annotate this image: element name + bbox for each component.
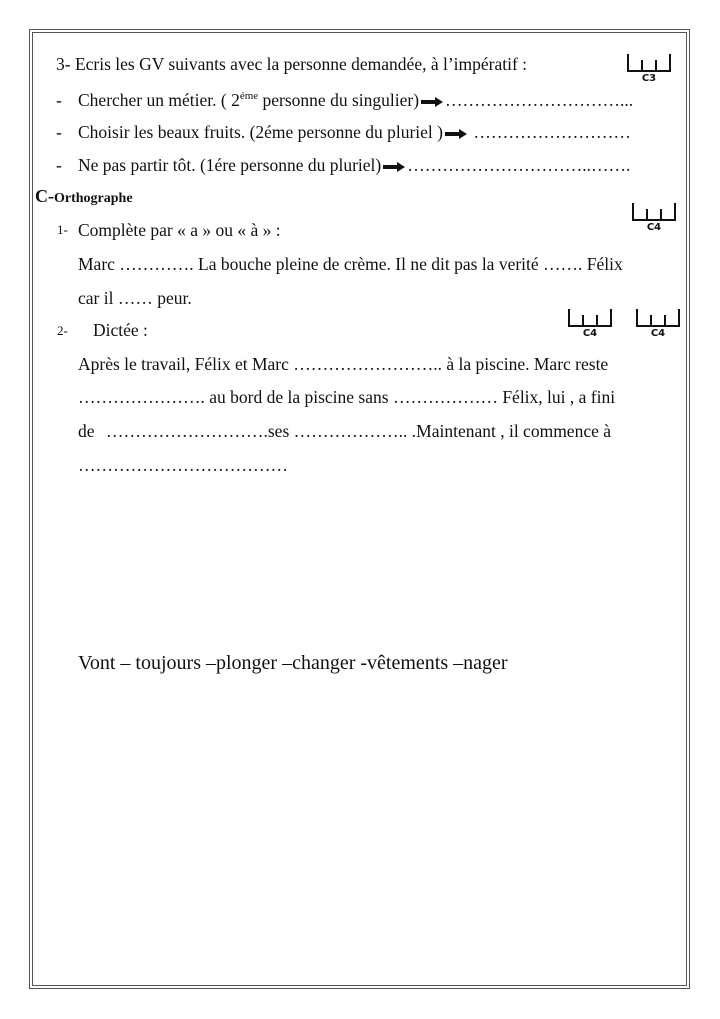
section3-number: 3- — [56, 54, 71, 74]
section-c-title: Orthographe — [54, 191, 133, 206]
item3-dots: …………………………..……. — [407, 155, 631, 175]
item3-line — [78, 155, 630, 175]
item1-superscript: éme — [239, 90, 259, 103]
section3-instruction: Ecris les GV suivants avec la personne demandée, à l’impératif : — [74, 54, 528, 74]
item1-text-b: personne du singulier) — [258, 90, 420, 110]
item1-line — [78, 90, 633, 110]
item2-dots: ……………………… — [468, 122, 631, 142]
q1-text-line-1: Marc …………. La bouche pleine de crème. Il ne dit pas la verité ……. Félix — [78, 254, 623, 274]
q2-instruction: Dictée : — [93, 320, 148, 340]
section3-instruction-line — [56, 54, 527, 74]
q2-text-line-3a: de — [78, 421, 95, 441]
score-box-c4-q1 — [632, 201, 676, 233]
arrow-icon — [445, 129, 467, 139]
q1-text-line-2: car il …… peur. — [78, 288, 192, 308]
item2-text-a: Choisir les beaux fruits. (2éme personne du pluriel ) — [78, 122, 443, 142]
arrow-icon — [383, 162, 405, 172]
item1-dots: …………………………... — [445, 90, 634, 110]
item3-dash: - — [56, 155, 62, 175]
item2-line — [78, 122, 631, 142]
score-box-label: C4 — [582, 328, 598, 339]
q2-number: 2- — [57, 323, 68, 338]
score-box-c4-q2b — [636, 307, 680, 339]
section-c-letter: C- — [35, 186, 54, 206]
score-box-label: C4 — [650, 328, 666, 339]
q1-number: 1- — [57, 222, 68, 237]
arrow-icon — [421, 97, 443, 107]
item2-dash: - — [56, 122, 62, 142]
section-c-heading — [35, 186, 133, 207]
q2-text-line-2: …………………. au bord de la piscine sans ……………… Félix, lui , a fini — [78, 387, 616, 407]
score-box-label: C3 — [641, 73, 657, 84]
score-box-c3 — [627, 52, 671, 84]
item3-text-a: Ne pas partir tôt. (1ére personne du pluriel) — [78, 155, 382, 175]
q1-instruction: Complète par « a » ou « à » : — [78, 220, 281, 240]
score-box-label: C4 — [646, 222, 662, 233]
item1-text-a: Chercher un métier. ( 2 — [78, 90, 240, 110]
word-bank: Vont – toujours –plonger –changer -vêtements –nager — [78, 652, 508, 674]
q2-text-line-3b: ……………………….ses ……………….. .Maintenant , il commence à — [106, 421, 611, 441]
q2-text-line-1: Après le travail, Félix et Marc …………………….. à la piscine. Marc reste — [78, 354, 609, 374]
q2-text-line-4: ……………………………… — [78, 455, 288, 475]
score-box-c4-q2a — [568, 307, 612, 339]
item1-dash: - — [56, 90, 62, 110]
page-border-inner — [32, 32, 687, 986]
